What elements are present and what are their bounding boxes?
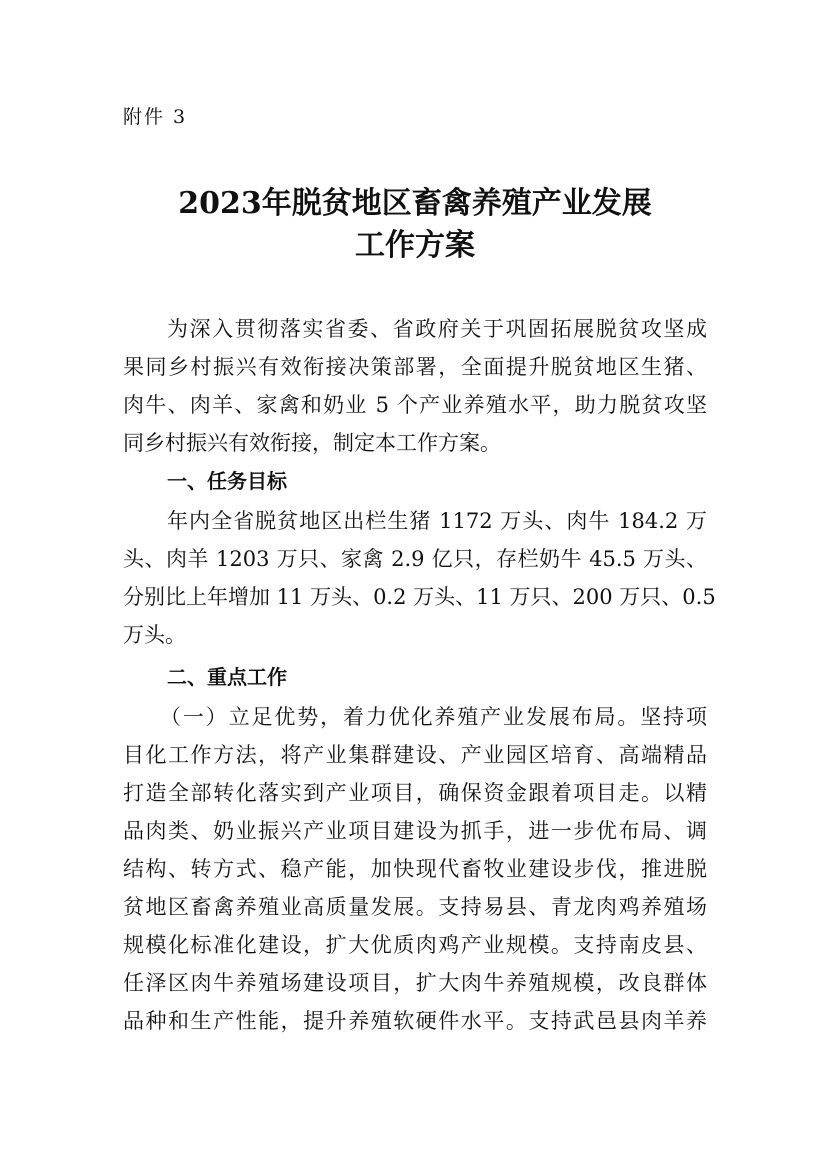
intro-line: 同乡村振兴有效衔接，制定本工作方案。 [123,431,501,455]
paragraph-line: 品肉类、奶业振兴产业项目建设为抓手，进一步优布局、调 [123,819,707,843]
paragraph-line: 头、肉羊 1203 万只、家禽 2.9 亿只，存栏奶牛 45.5 万头、 [123,547,707,571]
paragraph-line: 结构、转方式、稳产能，加快现代畜牧业建设步伐，推进脱 [123,857,707,881]
intro-line: 为深入贯彻落实省委、省政府关于巩固拓展脱贫攻坚成 [167,317,707,341]
paragraph-line: 年内全省脱贫地区出栏生猪 1172 万头、肉牛 184.2 万 [167,509,707,533]
paragraph-line: 分别比上年增加 11 万头、0.2 万头、11 万只、200 万只、0.5 [123,585,716,609]
paragraph-line: 贫地区畜禽养殖业高质量发展。支持易县、青龙肉鸡养殖场 [123,895,707,919]
intro-line: 肉牛、肉羊、家禽和奶业 5 个产业养殖水平，助力脱贫攻坚 [123,393,707,417]
document-title-line-1: 2023年脱贫地区畜禽养殖产业发展 [178,186,652,221]
paragraph-line: 万头。 [123,623,186,647]
attachment-label: 附件 3 [123,106,188,128]
paragraph-line: 任泽区肉牛养殖场建设项目，扩大肉牛养殖规模，改良群体 [123,971,707,995]
paragraph-line: 规模化标准化建设，扩大优质肉鸡产业规模。支持南皮县、 [123,933,707,957]
intro-line: 果同乡村振兴有效衔接决策部署，全面提升脱贫地区生猪、 [123,355,707,379]
paragraph-line: 目化工作方法，将产业集群建设、产业园区培育、高端精品 [123,743,707,767]
document-title-line-2: 工作方案 [355,228,475,263]
paragraph-line: （一）立足优势，着力优化养殖产业发展布局。坚持项 [160,705,707,729]
paragraph-line: 品种和生产性能，提升养殖软硬件水平。支持武邑县肉羊养 [123,1009,707,1033]
section-heading-task-goals: 一、任务目标 [167,469,287,493]
section-heading-key-work: 二、重点工作 [167,665,287,689]
paragraph-line: 打造全部转化落实到产业项目，确保资金跟着项目走。以精 [123,781,707,805]
